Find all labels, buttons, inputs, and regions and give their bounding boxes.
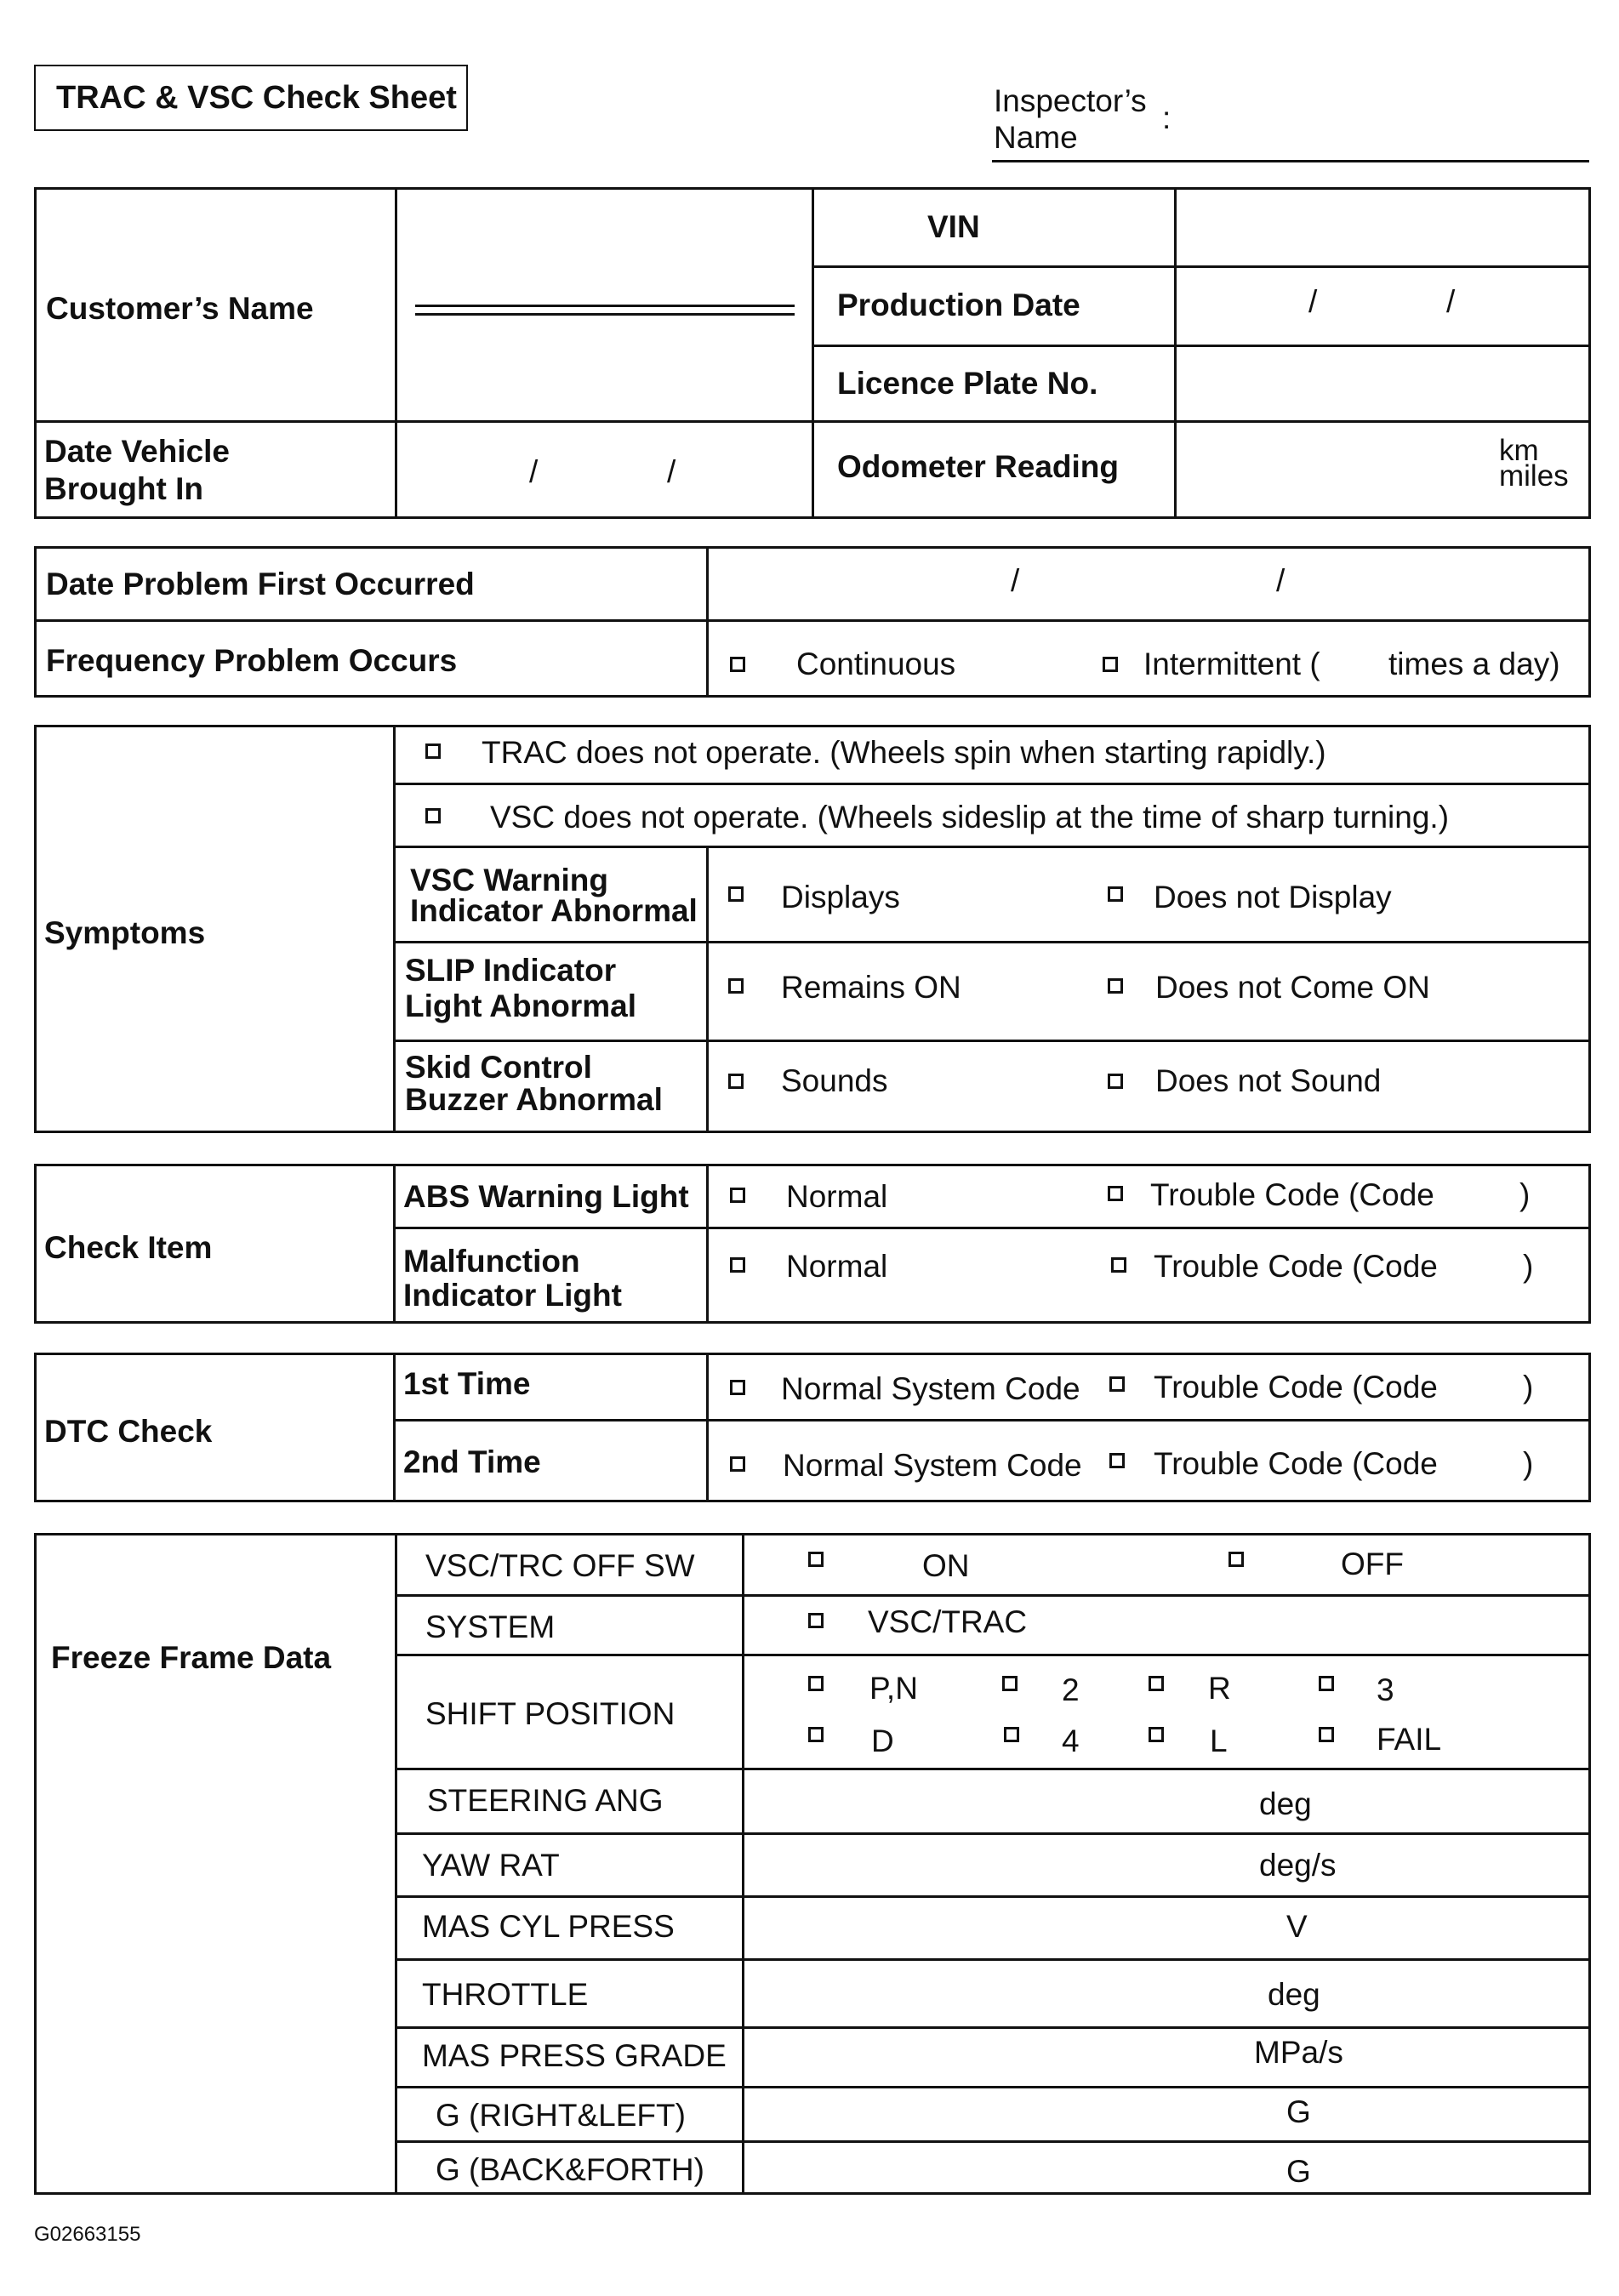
vin-label: VIN — [927, 209, 980, 244]
mas-press-grade-label: MAS PRESS GRADE — [422, 2038, 727, 2073]
shift-option-3: 3 — [1377, 1672, 1394, 1707]
abs-trouble-code-close: ) — [1519, 1177, 1531, 1212]
g-back-forth-label: G (BACK&FORTH) — [436, 2152, 704, 2187]
vsc-trc-off-sw-label: VSC/TRC OFF SW — [425, 1548, 695, 1583]
odometer-unit-km: km — [1499, 434, 1539, 467]
first-occurred-field[interactable] — [711, 550, 1588, 618]
date-brought-sep: / — [667, 454, 676, 489]
production-date-field[interactable] — [1177, 269, 1588, 342]
inspector-name-line[interactable] — [992, 160, 1589, 162]
shift-option-d: D — [871, 1723, 894, 1758]
licence-plate-field[interactable] — [1177, 347, 1588, 419]
vsc-warning-label-line1: VSC Warning — [410, 863, 608, 897]
skid-sounds-option: Sounds — [781, 1063, 888, 1098]
check-item-label: Check Item — [44, 1230, 213, 1265]
skid-label-line1: Skid Control — [405, 1050, 592, 1085]
skid-label-line2: Buzzer Abnormal — [405, 1082, 663, 1117]
vsc-not-display-option: Does not Display — [1154, 880, 1392, 914]
steering-ang-unit: deg — [1259, 1786, 1312, 1821]
vsc-not-display-checkbox[interactable] — [1108, 886, 1123, 902]
dtc-first-trouble-checkbox[interactable] — [1109, 1376, 1125, 1392]
mas-press-grade-unit: MPa/s — [1254, 2035, 1343, 2070]
system-vsc-trac-option: VSC/TRAC — [868, 1604, 1028, 1639]
vsc-trc-on-option: ON — [922, 1548, 970, 1583]
inspector-colon: : — [1162, 100, 1171, 135]
mil-trouble-code-close: ) — [1523, 1249, 1534, 1284]
shift-option-pn: P,N — [869, 1671, 918, 1706]
first-occurred-label: Date Problem First Occurred — [46, 567, 475, 601]
symptoms-label: Symptoms — [44, 915, 206, 950]
yaw-rat-label: YAW RAT — [422, 1848, 560, 1883]
dtc-second-trouble-option: Trouble Code (Code — [1154, 1446, 1438, 1481]
dtc-second-trouble-close: ) — [1523, 1446, 1534, 1481]
first-occurred-sep: / — [1276, 563, 1286, 598]
shift-option-fail: FAIL — [1377, 1722, 1442, 1757]
date-brought-sep: / — [529, 454, 539, 489]
dtc-first-label: 1st Time — [403, 1366, 531, 1401]
continuous-checkbox[interactable] — [730, 657, 745, 672]
frequency-label: Frequency Problem Occurs — [46, 643, 458, 678]
vsc-displays-option: Displays — [781, 880, 900, 914]
production-date-sep: / — [1446, 284, 1456, 319]
vin-field[interactable] — [1177, 191, 1588, 264]
vsc-not-operate-text: VSC does not operate. (Wheels sideslip at the time of sharp turning.) — [490, 800, 1450, 835]
vsc-displays-checkbox[interactable] — [728, 886, 744, 902]
mas-cyl-press-field[interactable] — [747, 1899, 1240, 1955]
system-vsc-trac-checkbox[interactable] — [808, 1613, 824, 1628]
throttle-unit: deg — [1268, 1977, 1320, 2012]
mil-label-line2: Indicator Light — [403, 1278, 622, 1313]
date-brought-field[interactable] — [400, 424, 808, 516]
skid-not-sound-option: Does not Sound — [1155, 1063, 1382, 1098]
throttle-label: THROTTLE — [422, 1977, 589, 2012]
shift-3-checkbox[interactable] — [1319, 1676, 1334, 1691]
customer-name-label: Customer’s Name — [46, 291, 314, 326]
vsc-trc-on-checkbox[interactable] — [808, 1552, 824, 1567]
mil-label-line1: Malfunction — [403, 1244, 580, 1279]
dtc-first-normal-checkbox[interactable] — [730, 1380, 745, 1395]
slip-label-line1: SLIP Indicator — [405, 953, 617, 988]
odometer-label: Odometer Reading — [837, 449, 1119, 484]
intermittent-option: Intermittent ( — [1143, 647, 1320, 681]
slip-not-come-on-option: Does not Come ON — [1155, 970, 1430, 1005]
g-right-left-unit: G — [1286, 2094, 1311, 2129]
figure-id: G02663155 — [34, 2223, 141, 2246]
mas-cyl-press-unit: V — [1286, 1909, 1308, 1944]
shift-d-checkbox[interactable] — [808, 1727, 824, 1742]
dtc-second-normal-option: Normal System Code — [783, 1448, 1082, 1483]
dtc-second-label: 2nd Time — [403, 1444, 541, 1479]
g-back-forth-field[interactable] — [747, 2144, 1240, 2191]
abs-normal-option: Normal — [786, 1179, 888, 1214]
throttle-field[interactable] — [747, 1962, 1240, 2023]
dtc-first-trouble-option: Trouble Code (Code — [1154, 1370, 1438, 1404]
mas-press-grade-field[interactable] — [747, 2030, 1240, 2082]
shift-2-checkbox[interactable] — [1002, 1676, 1018, 1691]
slip-remains-on-option: Remains ON — [781, 970, 961, 1005]
inspector-label-line2: Name — [994, 120, 1078, 155]
trac-not-operate-checkbox[interactable] — [425, 743, 441, 759]
dtc-check-label: DTC Check — [44, 1414, 213, 1449]
vsc-trc-off-option: OFF — [1341, 1547, 1404, 1581]
inspector-label-line1: Inspector’s — [994, 83, 1147, 118]
shift-r-checkbox[interactable] — [1149, 1676, 1164, 1691]
intermittent-checkbox[interactable] — [1103, 657, 1118, 672]
abs-trouble-code-option: Trouble Code (Code — [1150, 1177, 1434, 1212]
customer-name-field[interactable] — [415, 313, 795, 316]
abs-normal-checkbox[interactable] — [730, 1188, 745, 1203]
shift-option-2: 2 — [1062, 1672, 1080, 1707]
mil-normal-checkbox[interactable] — [730, 1257, 745, 1273]
dtc-first-normal-option: Normal System Code — [781, 1371, 1080, 1406]
yaw-rat-field[interactable] — [747, 1836, 1240, 1892]
dtc-second-normal-checkbox[interactable] — [730, 1456, 745, 1472]
licence-plate-label: Licence Plate No. — [837, 366, 1098, 401]
shift-fail-checkbox[interactable] — [1319, 1727, 1334, 1742]
odometer-unit-miles: miles — [1499, 459, 1569, 493]
trac-not-operate-text: TRAC does not operate. (Wheels spin when starting rapidly.) — [482, 735, 1326, 770]
page-title: TRAC & VSC Check Sheet — [56, 80, 457, 116]
slip-label-line2: Light Abnormal — [405, 988, 636, 1023]
odometer-field[interactable] — [1177, 424, 1492, 516]
mil-trouble-code-option: Trouble Code (Code — [1154, 1249, 1438, 1284]
shift-pn-checkbox[interactable] — [808, 1676, 824, 1691]
date-brought-label-line2: Brought In — [44, 471, 204, 506]
system-label: SYSTEM — [425, 1609, 556, 1644]
production-date-label: Production Date — [837, 288, 1080, 322]
shift-option-4: 4 — [1062, 1723, 1080, 1758]
skid-not-sound-checkbox[interactable] — [1108, 1074, 1123, 1089]
shift-option-l: L — [1210, 1723, 1228, 1758]
production-date-sep: / — [1308, 284, 1318, 319]
abs-warning-label: ABS Warning Light — [403, 1179, 689, 1214]
slip-not-come-on-checkbox[interactable] — [1108, 978, 1123, 994]
dtc-first-trouble-close: ) — [1523, 1370, 1534, 1404]
slip-remains-on-checkbox[interactable] — [728, 978, 744, 994]
vsc-trc-off-checkbox[interactable] — [1229, 1552, 1244, 1567]
skid-sounds-checkbox[interactable] — [728, 1074, 744, 1089]
date-brought-label-line1: Date Vehicle — [44, 434, 231, 469]
abs-trouble-code-checkbox[interactable] — [1108, 1186, 1123, 1201]
mil-normal-option: Normal — [786, 1249, 888, 1284]
continuous-option: Continuous — [796, 647, 956, 681]
g-right-left-label: G (RIGHT&LEFT) — [436, 2098, 686, 2133]
steering-ang-label: STEERING ANG — [427, 1783, 664, 1818]
dtc-second-trouble-checkbox[interactable] — [1109, 1453, 1125, 1468]
vsc-not-operate-checkbox[interactable] — [425, 808, 441, 823]
mas-cyl-press-label: MAS CYL PRESS — [422, 1909, 675, 1944]
vsc-warning-label-line2: Indicator Abnormal — [410, 893, 698, 928]
shift-position-label: SHIFT POSITION — [425, 1696, 676, 1731]
steering-ang-field[interactable] — [747, 1771, 1240, 1829]
yaw-rat-unit: deg/s — [1259, 1848, 1337, 1883]
freeze-frame-label: Freeze Frame Data — [51, 1640, 332, 1675]
g-right-left-field[interactable] — [747, 2089, 1240, 2137]
shift-4-checkbox[interactable] — [1004, 1727, 1019, 1742]
times-a-day-text: times a day) — [1388, 647, 1560, 681]
shift-l-checkbox[interactable] — [1149, 1727, 1164, 1742]
g-back-forth-unit: G — [1286, 2154, 1311, 2189]
shift-option-r: R — [1208, 1671, 1231, 1706]
first-occurred-sep: / — [1011, 563, 1020, 598]
mil-trouble-code-checkbox[interactable] — [1111, 1257, 1126, 1273]
